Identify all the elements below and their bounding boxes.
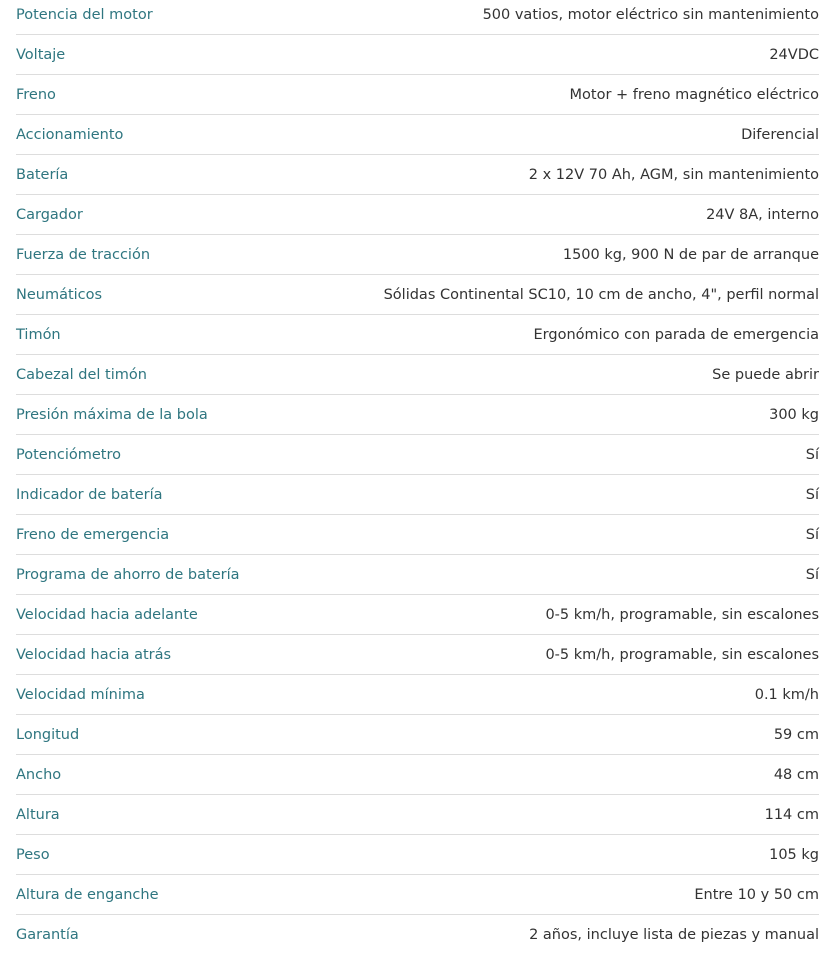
spec-label: Garantía: [16, 926, 79, 943]
spec-label: Velocidad mínima: [16, 686, 145, 703]
spec-label: Potencia del motor: [16, 6, 153, 23]
spec-row: [16, 315, 819, 355]
spec-value: 0-5 km/h, programable, sin escalones: [545, 646, 819, 663]
spec-row: [16, 155, 819, 195]
spec-label: Fuerza de tracción: [16, 246, 151, 263]
spec-label: Velocidad hacia atrás: [16, 646, 172, 663]
spec-value: 300 kg: [769, 406, 819, 423]
spec-value: Sí: [805, 446, 819, 463]
spec-value: 24V 8A, interno: [706, 206, 819, 223]
spec-label: Longitud: [16, 726, 80, 743]
spec-label: Cabezal del timón: [16, 366, 147, 383]
spec-row: [16, 0, 819, 35]
spec-row: [16, 235, 819, 275]
spec-value: 105 kg: [769, 846, 819, 863]
spec-label: Neumáticos: [16, 286, 103, 303]
spec-row: [16, 835, 819, 875]
spec-row: [16, 75, 819, 115]
spec-label: Timón: [16, 326, 61, 343]
spec-label: Indicador de batería: [16, 486, 163, 503]
spec-value: 24VDC: [769, 46, 819, 63]
spec-label: Potenciómetro: [16, 446, 122, 463]
spec-label: Cargador: [16, 206, 83, 223]
spec-row: [16, 755, 819, 795]
spec-value: 2 años, incluye lista de piezas y manual: [529, 926, 819, 943]
spec-value: Ergonómico con parada de emergencia: [533, 326, 819, 343]
spec-value: 59 cm: [773, 726, 819, 743]
spec-row: [16, 395, 819, 435]
spec-row: [16, 675, 819, 715]
spec-row: [16, 875, 819, 915]
spec-row: [16, 475, 819, 515]
spec-label: Accionamiento: [16, 126, 124, 143]
spec-row: [16, 515, 819, 555]
spec-label: Altura de enganche: [16, 886, 159, 903]
spec-value: Diferencial: [741, 126, 819, 143]
spec-value: Sí: [805, 526, 819, 543]
spec-label: Freno: [16, 86, 56, 103]
spec-label: Velocidad hacia adelante: [16, 606, 198, 623]
spec-value: 2 x 12V 70 Ah, AGM, sin mantenimiento: [528, 166, 819, 183]
spec-row: [16, 915, 819, 954]
spec-row: [16, 795, 819, 835]
spec-row: [16, 195, 819, 235]
spec-label: Batería: [16, 166, 69, 183]
spec-row: [16, 35, 819, 75]
spec-row: [16, 435, 819, 475]
spec-value: Se puede abrir: [712, 366, 819, 383]
spec-value: 1500 kg, 900 N de par de arranque: [562, 246, 819, 263]
spec-label: Ancho: [16, 766, 62, 783]
spec-row: [16, 595, 819, 635]
spec-row: [16, 555, 819, 595]
spec-label: Voltaje: [16, 46, 66, 63]
spec-label: Peso: [16, 846, 50, 863]
spec-value: 0-5 km/h, programable, sin escalones: [545, 606, 819, 623]
spec-label: Altura: [16, 806, 60, 823]
spec-row: [16, 635, 819, 675]
spec-value: Sí: [805, 486, 819, 503]
spec-value: 114 cm: [764, 806, 819, 823]
spec-label: Presión máxima de la bola: [16, 406, 208, 423]
spec-row: [16, 715, 819, 755]
spec-table: [16, 0, 819, 954]
spec-value: Sí: [805, 566, 819, 583]
spec-label: Freno de emergencia: [16, 526, 170, 543]
spec-value: 500 vatios, motor eléctrico sin mantenimiento: [482, 6, 819, 23]
spec-value: 48 cm: [773, 766, 819, 783]
spec-value: Sólidas Continental SC10, 10 cm de ancho, 4", perfil normal: [383, 286, 819, 303]
spec-value: Entre 10 y 50 cm: [694, 886, 819, 903]
spec-row: [16, 115, 819, 155]
spec-label: Programa de ahorro de batería: [16, 566, 240, 583]
spec-value: 0.1 km/h: [754, 686, 819, 703]
spec-row: [16, 355, 819, 395]
spec-row: [16, 275, 819, 315]
spec-value: Motor + freno magnético eléctrico: [569, 86, 819, 103]
